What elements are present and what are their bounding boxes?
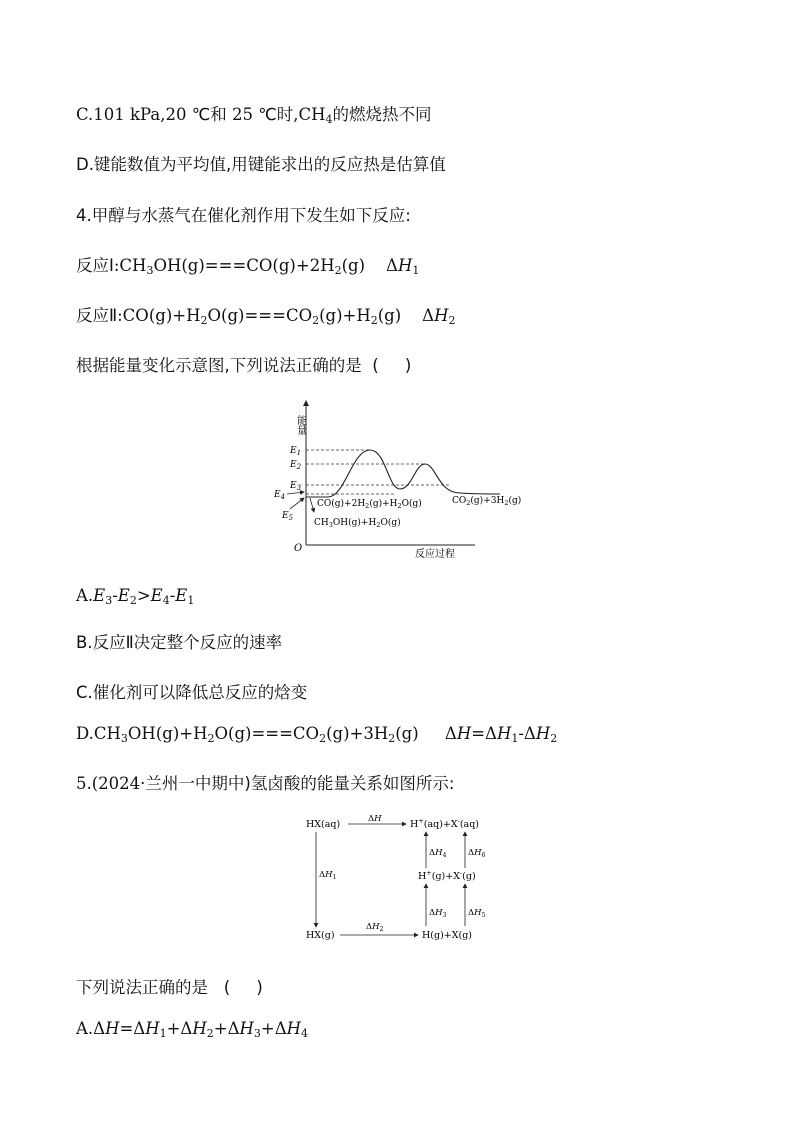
q4-option-a: $A.E_3-E_2>E_4-E_1$ (76, 586, 195, 607)
label-dh: ΔH (368, 814, 382, 824)
hess-cycle-diagram (300, 810, 500, 945)
label-dh5: $\Delta H_5$ (468, 908, 486, 919)
node-hx-g: HX(g) (306, 930, 335, 941)
reaction-1: 反应$Ⅰ:CH_3OH(g)===CO(g)+2H_2(g)$ $\Delta H_1$ (76, 256, 420, 277)
label-e1: $E_1$ (290, 446, 302, 457)
energy-curve (306, 450, 500, 497)
label-dh4: $\Delta H_4$ (429, 848, 447, 859)
label-dh1: $\Delta H_1$ (319, 870, 337, 881)
start-pointer (310, 498, 314, 512)
origin-label: O (294, 543, 303, 554)
node-atoms-g: H(g)+X(g) (422, 930, 472, 941)
question-4-stem: 4.甲醇与水蒸气在催化剂作用下发生如下反应: (76, 206, 411, 225)
question-4-prompt: 根据能量变化示意图,下列说法正确的是 ( ) (76, 356, 412, 375)
question-5-prompt: 下列说法正确的是 ( ) (76, 978, 263, 997)
q4-option-d: $D.CH_3OH(g)+H_2O(g)===CO_2(g)+3H_2(g)$ $\Delta H=\Delta H_1-\Delta H_2$ (76, 724, 558, 745)
e5-pointer (290, 498, 304, 509)
reaction-2: 反应$Ⅱ:CO(g)+H_2O(g)===CO_2(g)+H_2(g)$ $\Delta H_2$ (76, 306, 456, 327)
species-end: $CO_2(g)+3H_2(g)$ (452, 496, 522, 507)
energy-diagram (270, 393, 540, 563)
label-e3: $E_3$ (290, 481, 302, 492)
node-ions-aq: H+(aq)+X-(aq) (410, 817, 480, 830)
x-axis-label: 反应过程 (415, 549, 455, 560)
label-dh6: $\Delta H_6$ (468, 848, 486, 859)
q5-option-a: $A.\Delta H=\Delta H_1+\Delta H_2+\Delta H_3+\Delta H_4$ (76, 1019, 309, 1040)
e4-pointer (287, 492, 304, 494)
label-e5: $E_5$ (282, 511, 294, 522)
option-c-q3: C.101 kPa,20 ℃和 25 ℃时$,CH_4$的燃烧热不同 (76, 105, 432, 126)
node-hx-aq: HX(aq) (306, 819, 341, 830)
node-ions-g: H+(g)+X-(g) (418, 869, 476, 882)
label-dh3: $\Delta H_3$ (429, 908, 447, 919)
question-5-stem: 5.(2024·兰州一中期中)氢卤酸的能量关系如图所示: (76, 774, 455, 793)
label-dh2: $\Delta H_2$ (366, 922, 384, 933)
q4-option-c: C.催化剂可以降低总反应的焓变 (76, 683, 308, 702)
y-axis-label: 能量 (294, 415, 306, 435)
label-e4: $E_4$ (274, 490, 286, 501)
option-d-q3: D.键能数值为平均值,用键能求出的反应热是估算值 (76, 155, 446, 174)
species-start: $CH_3OH(g)+H_2O(g)$ (314, 518, 401, 529)
species-mid: $CO(g)+2H_2(g)+H_2O(g)$ (317, 499, 422, 510)
q4-option-b: B.反应Ⅱ决定整个反应的速率 (76, 633, 283, 652)
label-e2: $E_2$ (290, 460, 302, 471)
